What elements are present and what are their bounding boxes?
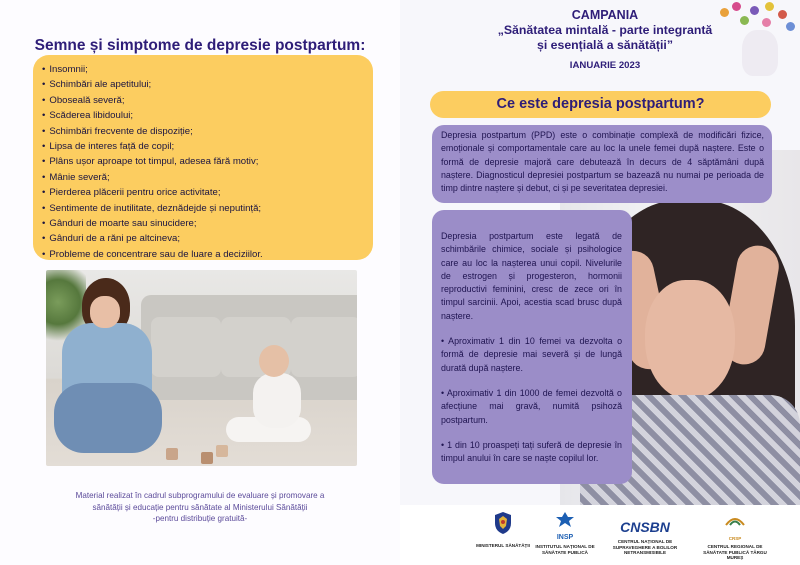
insp-logo	[530, 511, 600, 555]
partner-logos	[400, 505, 800, 565]
crsp-logo	[695, 511, 775, 561]
symptom-item: • Mânie severă;	[42, 170, 363, 185]
campaign-title-line: și esențială a sănătății”	[536, 37, 674, 52]
symptoms-list	[42, 62, 363, 262]
info-paragraph: Depresia postpartum este legată de schimbările chimice, sociale și psihologice care au loc la nașterea unui copil. Nivelurile de estrogen și progesteron, hormonii reproductivi feminini, cresc de zece ori în timpul sarcinii. Apoi, acestia scad brusc după naștere.	[441, 231, 622, 321]
ministry-logo-text: MINISTERUL SĂNĂTĂȚII	[476, 543, 530, 548]
toy-block	[201, 452, 213, 464]
cnsbn-logo-text: CENTRUL NAȚIONAL DE SUPRAVEGHERE A BOLILOR NETRANSMISIBILE	[612, 539, 678, 555]
crsp-logo-text: CENTRUL REGIONAL DE SĂNĂTATE PUBLICĂ TÂRGU MUREȘ	[703, 544, 767, 560]
funding-note-line: sănătății și educație pentru sănătate al Ministerului Sănătății	[92, 502, 308, 512]
definition-box: Depresia postpartum (PPD) este o combinație complexă de modificări fizice, emoționale și comportamentale care au loc la unele femei după naștere. Este o formă de depresie majoră care debutează în decurs de 4 săptămâni după naștere. Diagnosticul depresiei postpartum se bazează nu numai pe perioada de timp dintre naștere și debut, ci și pe severitatea depresiei.	[432, 125, 772, 203]
info-paragraph: • Aproximativ 1 din 10 femei va dezvolta o formă de depresie mai severă și de lungă durată după naștere.	[441, 336, 622, 373]
symptom-item: • Schimbări frecvente de dispoziție;	[42, 124, 363, 139]
symptom-item: • Pierderea plăcerii pentru orice activitate;	[42, 185, 363, 200]
funding-note	[40, 490, 360, 525]
info-box	[432, 210, 632, 484]
sofa-illustration	[141, 295, 357, 400]
toy-block	[216, 445, 228, 457]
info-paragraph: • Aproximativ 1 din 1000 de femei dezvoltă o afecțiune mai gravă, numită psihoză postpartum.	[441, 387, 622, 425]
campaign-title-line: „Sănătatea mintală - parte integrantă	[497, 23, 713, 37]
info-paragraph: • 1 din 10 proaspeți tați suferă de depresie în timpul anului în care se naște copilul lor.	[441, 439, 622, 464]
cnsbn-logo	[600, 511, 690, 556]
symptoms-title: Semne și simptome de depresie postpartum:	[34, 37, 366, 54]
funding-note-line: -pentru distribuție gratuită-	[152, 514, 248, 523]
insp-logo-icon	[552, 511, 578, 529]
question-heading: Ce este depresia postpartum?	[430, 91, 771, 118]
symptom-item: • Probleme de concentrare sau de luare a deciziilor.	[42, 247, 363, 262]
crsp-mark: CRSP	[728, 536, 742, 541]
symptom-item: • Insomnii;	[42, 62, 363, 77]
sad-mother-figure	[52, 278, 162, 458]
right-panel	[400, 0, 800, 565]
campaign-date: IANUARIE 2023	[569, 59, 641, 71]
crsp-logo-icon	[723, 511, 747, 531]
crest-icon	[493, 511, 513, 535]
funding-note-line: Material realizat în cadrul subprogramului de evaluare și promovare a	[75, 491, 325, 500]
symptom-item: • Lipsa de interes față de copil;	[42, 139, 363, 154]
symptom-item: • Gânduri de moarte sau sinucidere;	[42, 216, 363, 231]
toy-block	[166, 448, 178, 460]
symptom-item: • Plâns ușor aproape tot timpul, adesea fără motiv;	[42, 154, 363, 169]
cnsbn-mark: CNSBN	[620, 519, 670, 535]
campaign-label: CAMPANIA	[571, 8, 639, 22]
symptom-item: • Oboseală severă;	[42, 93, 363, 108]
insp-mark: INSP	[556, 534, 574, 541]
symptom-item: • Sentimente de inutilitate, deznădejde și neputință;	[42, 201, 363, 216]
campaign-header	[470, 8, 740, 71]
mother-and-baby-photo	[46, 270, 357, 466]
symptoms-box	[33, 55, 373, 260]
symptom-item: • Scăderea libidoului;	[42, 108, 363, 123]
ministry-logo	[468, 511, 538, 549]
insp-logo-text: INSTITUTUL NAȚIONAL DE SĂNĂTATE PUBLICĂ	[535, 544, 595, 555]
symptom-item: • Schimbări ale apetitului;	[42, 77, 363, 92]
symptom-item: • Gânduri de a răni pe altcineva;	[42, 231, 363, 246]
baby-figure	[251, 345, 311, 460]
